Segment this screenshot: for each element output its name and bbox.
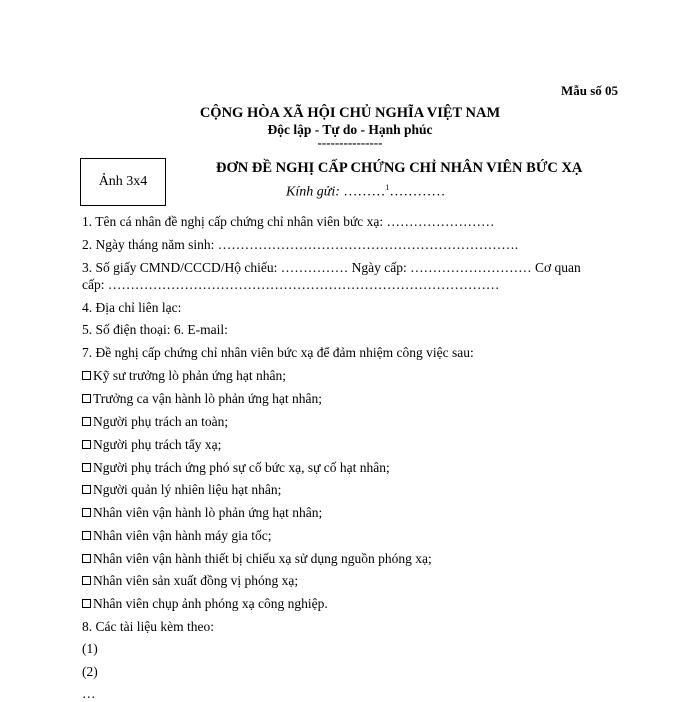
option-item[interactable] [82, 482, 281, 498]
header-divider: --------------- [317, 135, 383, 150]
option-label: Người phụ trách an toàn; [93, 414, 229, 429]
motto: Độc lập - Tự do - Hạnh phúc [267, 122, 433, 137]
option-label: Người phụ trách ứng phó sự cố bức xạ, sự cố hạt nhân; [93, 460, 390, 475]
footnote-marker: 1 [385, 183, 390, 192]
recipient-dots-a: ……… [339, 184, 386, 200]
checkbox-icon[interactable] [82, 576, 91, 585]
option-item[interactable] [82, 437, 221, 453]
checkbox-icon[interactable] [82, 599, 91, 608]
option-item[interactable] [82, 573, 298, 589]
option-item[interactable] [82, 414, 228, 430]
option-item[interactable] [82, 528, 271, 544]
option-label: Nhân viên vận hành thiết bị chiếu xạ sử dụng nguồn phóng xạ; [93, 551, 432, 566]
nation-title: CỘNG HÒA XÃ HỘI CHỦ NGHĨA VIỆT NAM [199, 105, 501, 121]
option-item[interactable] [82, 368, 286, 384]
attachment-item: (2) [82, 664, 98, 679]
option-label: Nhân viên vận hành máy gia tốc; [93, 528, 272, 543]
attachments-label: 8. Các tài liệu kèm theo: [82, 619, 214, 634]
form-title: ĐƠN ĐỀ NGHỊ CẤP CHỨNG CHỈ NHÂN VIÊN BỨC XẠ [216, 160, 583, 176]
option-label: Nhân viên vận hành lò phản ứng hạt nhân; [93, 505, 323, 520]
option-label: Nhân viên chụp ảnh phóng xạ công nghiệp. [93, 596, 328, 611]
recipient-line [286, 183, 445, 201]
field-id-number: 3. Số giấy CMND/CCCD/Hộ chiếu: …………… Ngày cấp: ……………………… Cơ quan [82, 260, 581, 275]
checkbox-icon[interactable] [82, 463, 91, 472]
field-birth-date: 2. Ngày tháng năm sinh: …………………………………………………………. [82, 237, 519, 252]
photo-box [80, 158, 166, 206]
checkbox-icon[interactable] [82, 508, 91, 517]
option-label: Kỹ sư trưởng lò phản ứng hạt nhân; [93, 368, 286, 383]
attachment-item: … [82, 686, 96, 701]
field-applicant-name: 1. Tên cá nhân đề nghị cấp chứng chỉ nhân viên bức xạ: …………………… [82, 214, 495, 229]
checkbox-icon[interactable] [82, 440, 91, 449]
field-address: 4. Địa chỉ liên lạc: [82, 300, 182, 315]
option-label: Trưởng ca vận hành lò phản ứng hạt nhân; [93, 391, 322, 406]
field-id-issuer: cấp: …………………………………………………………………………… [82, 277, 500, 292]
option-item[interactable] [82, 551, 432, 567]
photo-box-label: Ảnh 3x4 [98, 174, 148, 189]
option-label: Người phụ trách tẩy xạ; [93, 437, 222, 452]
attachment-item: (1) [82, 641, 98, 656]
form-number: Mẫu số 05 [560, 83, 618, 98]
recipient-label: Kính gửi: [286, 184, 340, 200]
option-item[interactable] [82, 391, 322, 407]
option-label: Người quản lý nhiên liệu hạt nhân; [93, 482, 282, 497]
checkbox-icon[interactable] [82, 485, 91, 494]
checkbox-icon[interactable] [82, 371, 91, 380]
option-item[interactable] [82, 505, 322, 521]
option-item[interactable] [82, 596, 328, 612]
checkbox-icon[interactable] [82, 531, 91, 540]
option-item[interactable] [82, 460, 390, 476]
checkbox-icon[interactable] [82, 554, 91, 563]
recipient-dots-b: ………… [389, 184, 446, 200]
field-phone-email: 5. Số điện thoại: 6. E-mail: [82, 322, 228, 337]
field-requested-role: 7. Đề nghị cấp chứng chỉ nhân viên bức xạ để đảm nhiệm công việc sau: [82, 345, 474, 360]
option-label: Nhân viên sản xuất đồng vị phóng xạ; [93, 573, 299, 588]
checkbox-icon[interactable] [82, 417, 91, 426]
checkbox-icon[interactable] [82, 394, 91, 403]
